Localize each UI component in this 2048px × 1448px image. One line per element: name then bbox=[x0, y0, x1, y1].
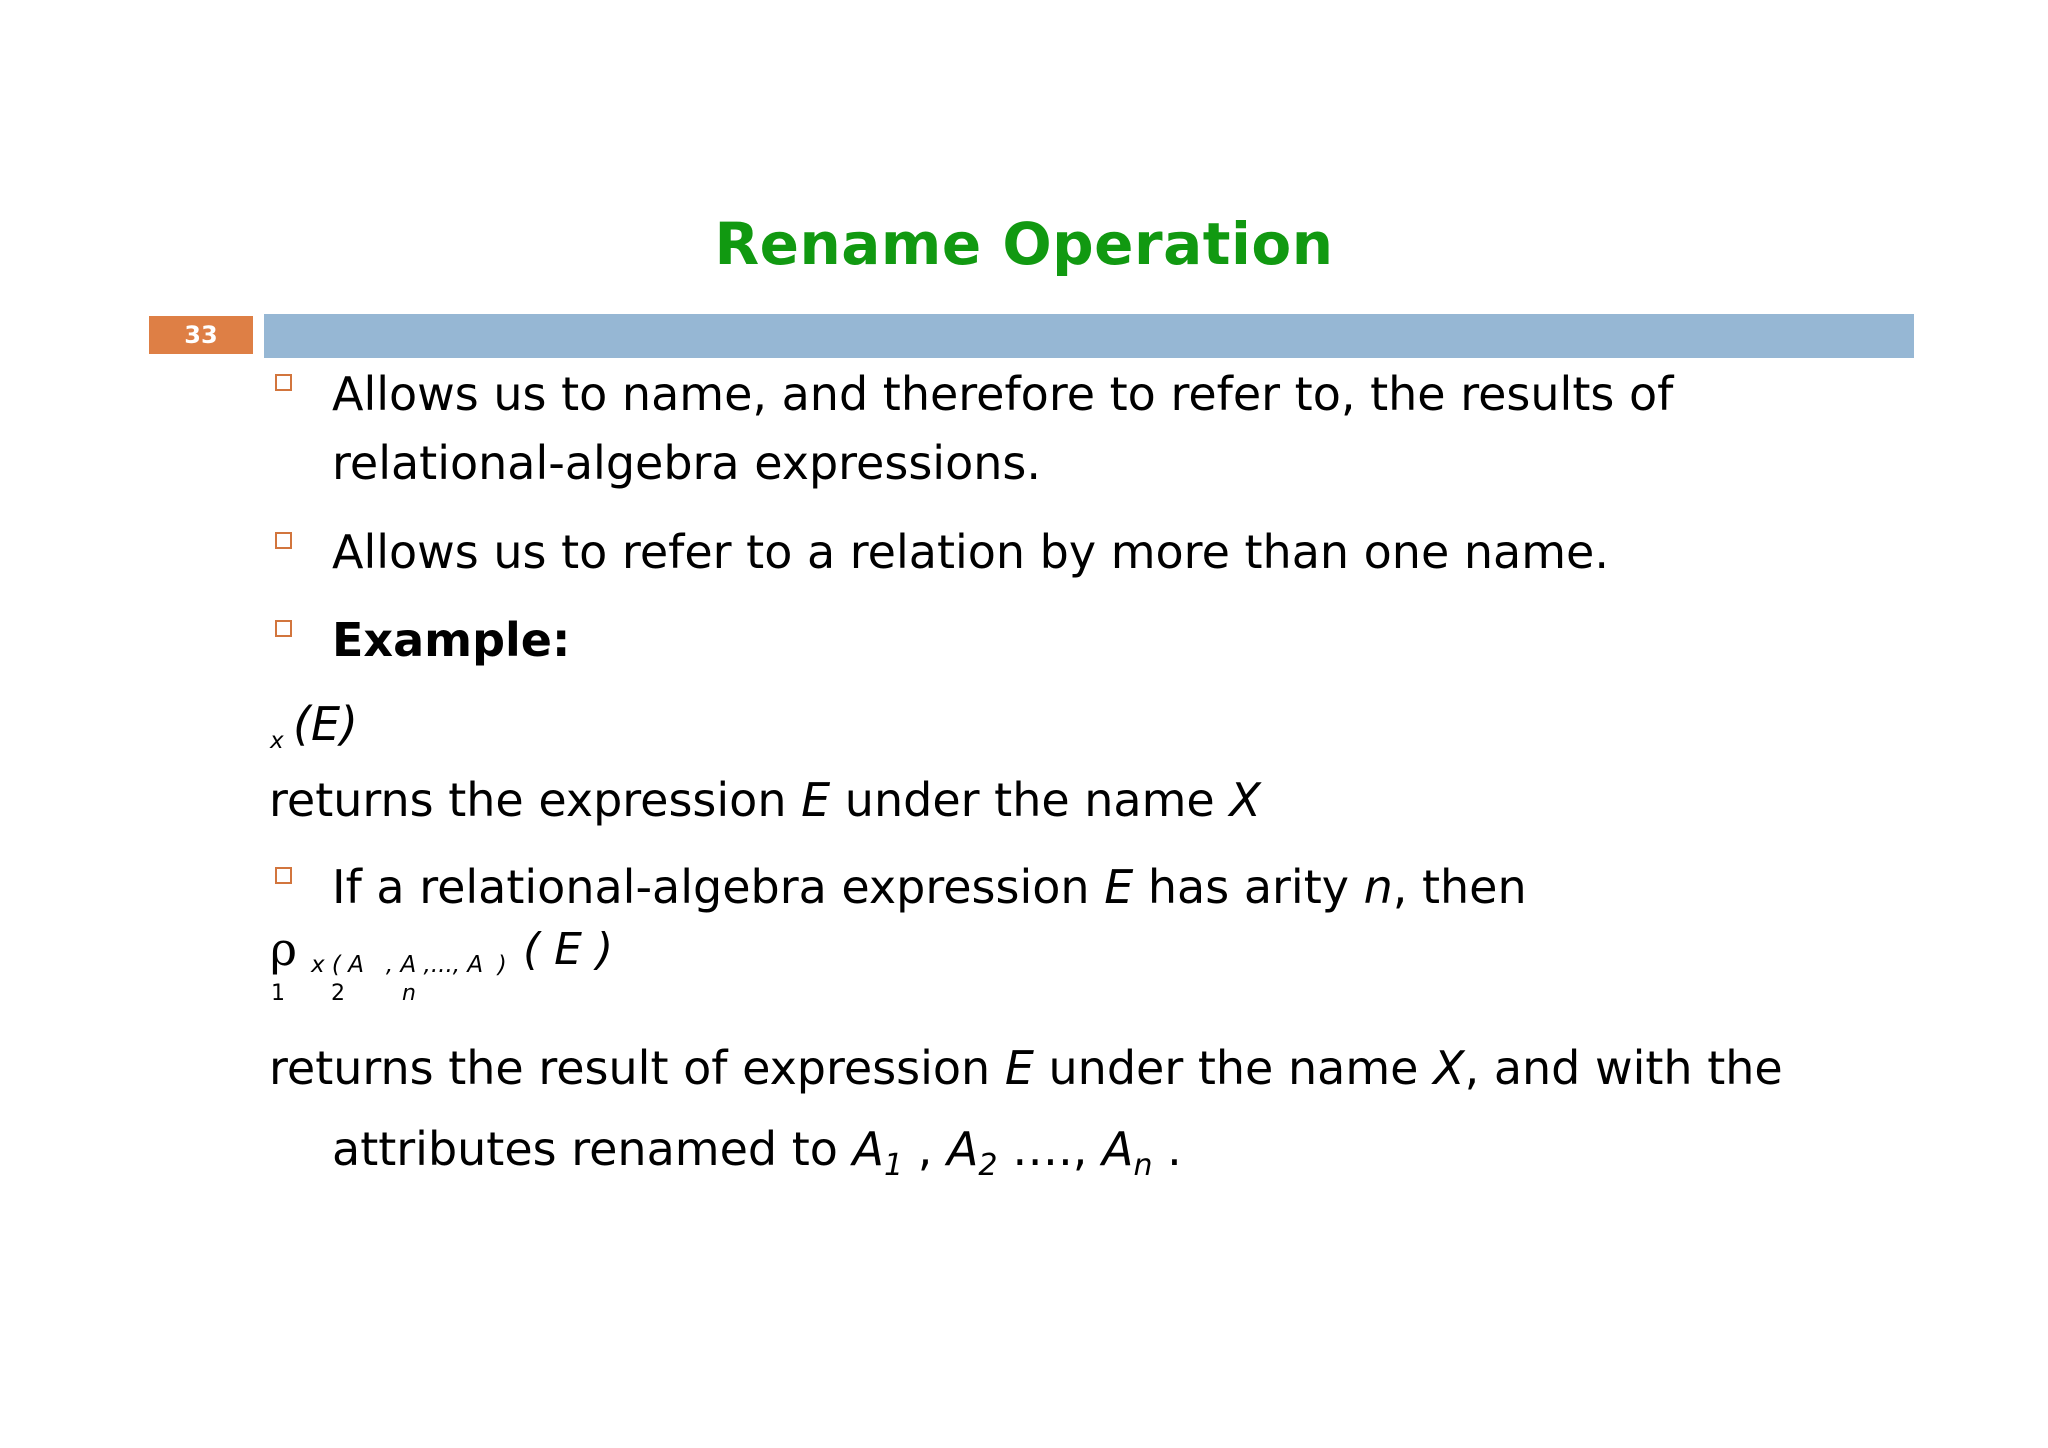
bullet-square-icon bbox=[275, 620, 292, 637]
page-number-badge: 33 bbox=[149, 316, 253, 354]
rho-index-1: 1 bbox=[271, 981, 285, 1006]
rho-argument: ( E ) bbox=[523, 924, 614, 975]
example-expression: (E) bbox=[293, 697, 358, 751]
result-description-line-2: attributes renamed to $A_1$ , $A_2$ …., $A_n$ . bbox=[332, 1122, 1182, 1183]
rho-subscript-attributes: x ( A , A ,..., A ) bbox=[311, 952, 507, 978]
title-bar bbox=[264, 314, 1914, 358]
bullet-4-text: If a relational-algebra expression E has arity n, then bbox=[332, 860, 1527, 914]
bullet-square-icon bbox=[275, 867, 292, 884]
bullet-3-text: Example: bbox=[332, 613, 571, 667]
bullet-1-line-1: Allows us to name, and therefore to refer to, the results of bbox=[332, 367, 1674, 421]
bullet-1-line-2: relational-algebra expressions. bbox=[332, 436, 1041, 490]
example-subscript-x: x bbox=[270, 728, 284, 754]
result-description-line-1: returns the result of expression E under the name X, and with the bbox=[269, 1041, 1783, 1095]
rho-index-n: n bbox=[402, 981, 416, 1006]
rho-symbol: ρ bbox=[270, 922, 298, 976]
slide-title: Rename Operation bbox=[714, 210, 1334, 278]
example-description: returns the expression E under the name X bbox=[269, 773, 1261, 827]
rho-index-2: 2 bbox=[331, 981, 345, 1006]
bullet-square-icon bbox=[275, 532, 292, 549]
bullet-2-text: Allows us to refer to a relation by more than one name. bbox=[332, 525, 1609, 579]
bullet-square-icon bbox=[275, 374, 292, 391]
